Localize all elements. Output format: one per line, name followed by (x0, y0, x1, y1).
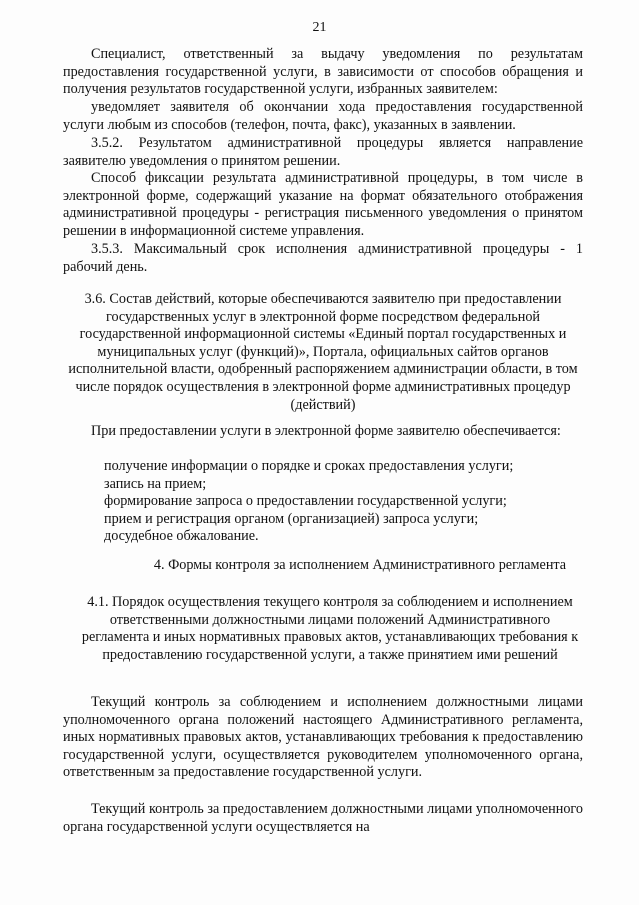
paragraph-fixation-method: Способ фиксации результата административной процедуры, в том числе в электронной форме, содержащий указание на формат обязательного отображения административной процедуры - регистрация письменного уведомления о принятом решении в информационной системе управления. (63, 170, 583, 239)
page-number: 21 (312, 20, 327, 35)
heading-section-4-1: 4.1. Порядок осуществления текущего контроля за соблюдением и исполнением ответственными должностными лицами положений Административного регламента и иных нормативных правовых актов, устанавливающих требования к предоставлению государственной услуги, а также принятием ими решений (81, 594, 579, 663)
paragraph-notification: уведомляет заявителя об окончании хода предоставления государственной услуги любым из способов (телефон, почта, факс), указанных в заявлении. (63, 99, 583, 133)
list-item: досудебное обжалование. (104, 528, 259, 545)
heading-section-4: 4. Формы контроля за исполнением Административного регламента (153, 557, 567, 573)
paragraph-specialist: Специалист, ответственный за выдачу уведомления по результатам предоставления государственной услуги, в зависимости от способов обращения и получения результатов государственной услуги, избранных заявителем: (63, 46, 583, 98)
list-item: запись на прием; (104, 475, 207, 492)
list-item: формирование запроса о предоставлении государственной услуги; (104, 493, 507, 510)
heading-section-3-6: 3.6. Состав действий, которые обеспечиваются заявителю при предоставлении государственных услуг в электронной форме посредством федеральной государственной информационной системы «Единый портал государственных и муниципальных услуг (функций)», Портала, официальных сайтов органов исполнительной власти, одобренный распоряжением администрации области, в том числе порядок осуществления в электронной форме административных процедур (действий) (68, 291, 578, 413)
paragraph-3-5-3: 3.5.3. Максимальный срок исполнения административной процедуры - 1 рабочий день. (63, 241, 583, 275)
list-electronic-actions (104, 458, 584, 546)
paragraph-3-5-2: 3.5.2. Результатом административной процедуры является направление заявителю уведомления о принятом решении. (63, 135, 583, 169)
list-item: получение информации о порядке и сроках предоставления услуги; (104, 458, 514, 474)
paragraph-electronic-form: При предоставлении услуги в электронной форме заявителю обеспечивается: (91, 423, 561, 439)
list-item: прием и регистрация органом (организацией) запроса услуги; (104, 510, 479, 527)
paragraph-current-control-continued: Текущий контроль за предоставлением должностными лицами уполномоченного органа государственной услуги осуществляется на (63, 801, 583, 835)
paragraph-current-control: Текущий контроль за соблюдением и исполнением должностными лицами уполномоченного органа положений настоящего Административного регламента, иных нормативных правовых актов, устанавливающих требования к предоставлению государственной услуги, осуществляется руководителем уполномоченного органа, ответственным за предоставление государственной услуги. (63, 694, 583, 781)
